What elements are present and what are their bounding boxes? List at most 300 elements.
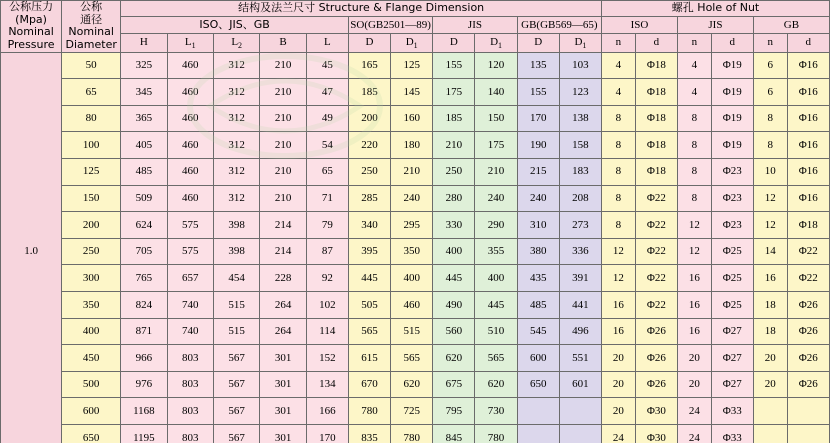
cell-nominal-diameter: 150 <box>62 185 121 212</box>
cell-B: 301 <box>260 371 306 398</box>
col-iso-n: n <box>602 33 636 52</box>
cell-jis-d: Φ25 <box>711 238 753 265</box>
cell-gb-d: Φ16 <box>787 185 829 212</box>
cell-jis-d: Φ23 <box>711 159 753 186</box>
cell-iso-d: Φ30 <box>635 398 677 425</box>
cell-iso-n: 8 <box>602 185 636 212</box>
cell-so-D: 340 <box>348 212 390 239</box>
header-nominal-pressure <box>1 1 62 53</box>
cell-L1: 803 <box>167 425 213 443</box>
cell-gb-n: 12 <box>753 185 787 212</box>
cell-iso-d: Φ18 <box>635 79 677 106</box>
cell-B: 214 <box>260 212 306 239</box>
header-row-3 <box>1 33 830 52</box>
header-nd-line2: 通径 <box>80 12 103 26</box>
cell-jis-D: 280 <box>433 185 475 212</box>
cell-so-D: 615 <box>348 345 390 372</box>
cell-gb-D: 155 <box>517 79 559 106</box>
cell-jis-D: 175 <box>433 79 475 106</box>
cell-jis-D: 155 <box>433 52 475 79</box>
cell-B: 301 <box>260 398 306 425</box>
cell-iso-n: 8 <box>602 159 636 186</box>
col-iso-d: d <box>635 33 677 52</box>
cell-gb-D: 170 <box>517 105 559 132</box>
cell-H: 405 <box>121 132 167 159</box>
cell-nominal-diameter: 100 <box>62 132 121 159</box>
col-jis-D1: $D_1$ <box>475 33 517 52</box>
table-row <box>1 79 830 106</box>
cell-jis-n: 16 <box>677 265 711 292</box>
cell-B: 210 <box>260 105 306 132</box>
cell-L2: 312 <box>213 159 259 186</box>
cell-jis-D1: 400 <box>475 265 517 292</box>
header-nut-jis-group: JIS <box>677 17 753 33</box>
cell-L1: 740 <box>167 292 213 319</box>
cell-jis-D1: 565 <box>475 345 517 372</box>
cell-gb-d: Φ16 <box>787 132 829 159</box>
cell-jis-n: 16 <box>677 292 711 319</box>
cell-jis-D1: 240 <box>475 185 517 212</box>
cell-jis-n: 16 <box>677 318 711 345</box>
cell-gb-d: Φ22 <box>787 238 829 265</box>
cell-jis-D: 490 <box>433 292 475 319</box>
cell-B: 210 <box>260 52 306 79</box>
cell-L1: 460 <box>167 159 213 186</box>
cell-jis-n: 8 <box>677 132 711 159</box>
table-row <box>1 132 830 159</box>
cell-H: 871 <box>121 318 167 345</box>
cell-H: 485 <box>121 159 167 186</box>
cell-gb-D: 310 <box>517 212 559 239</box>
cell-gb-n: 8 <box>753 105 787 132</box>
cell-so-D: 565 <box>348 318 390 345</box>
cell-L2: 454 <box>213 265 259 292</box>
cell-jis-D: 620 <box>433 345 475 372</box>
col-so-D1: $D_1$ <box>391 33 433 52</box>
cell-iso-n: 8 <box>602 105 636 132</box>
cell-L2: 567 <box>213 425 259 443</box>
cell-iso-n: 16 <box>602 318 636 345</box>
cell-gb-n: 6 <box>753 79 787 106</box>
cell-so-D: 445 <box>348 265 390 292</box>
cell-iso-d: Φ18 <box>635 105 677 132</box>
cell-jis-n: 12 <box>677 212 711 239</box>
cell-L: 54 <box>306 132 348 159</box>
cell-L1: 803 <box>167 398 213 425</box>
cell-L2: 312 <box>213 132 259 159</box>
cell-jis-n: 8 <box>677 105 711 132</box>
cell-gb-D1: 123 <box>559 79 601 106</box>
cell-so-D1: 725 <box>391 398 433 425</box>
cell-L2: 515 <box>213 318 259 345</box>
cell-L1: 803 <box>167 345 213 372</box>
cell-gb-d: Φ16 <box>787 79 829 106</box>
cell-jis-d: Φ23 <box>711 185 753 212</box>
cell-jis-n: 8 <box>677 159 711 186</box>
cell-jis-d: Φ27 <box>711 345 753 372</box>
cell-L1: 803 <box>167 371 213 398</box>
cell-iso-n: 4 <box>602 79 636 106</box>
cell-iso-d: Φ22 <box>635 212 677 239</box>
table-row <box>1 292 830 319</box>
cell-iso-d: Φ18 <box>635 159 677 186</box>
cell-jis-d: Φ19 <box>711 52 753 79</box>
cell-L1: 740 <box>167 318 213 345</box>
cell-gb-D: 485 <box>517 292 559 319</box>
cell-gb-D: 435 <box>517 265 559 292</box>
cell-jis-n: 24 <box>677 425 711 443</box>
cell-L: 79 <box>306 212 348 239</box>
cell-L2: 312 <box>213 52 259 79</box>
cell-jis-D: 250 <box>433 159 475 186</box>
cell-L1: 575 <box>167 212 213 239</box>
cell-B: 214 <box>260 238 306 265</box>
cell-jis-D1: 150 <box>475 105 517 132</box>
cell-gb-D1 <box>559 425 601 443</box>
col-so-D: D <box>348 33 390 52</box>
cell-L1: 575 <box>167 238 213 265</box>
cell-iso-n: 12 <box>602 238 636 265</box>
cell-so-D: 835 <box>348 425 390 443</box>
cell-L1: 657 <box>167 265 213 292</box>
cell-so-D1: 240 <box>391 185 433 212</box>
cell-gb-n: 6 <box>753 52 787 79</box>
cell-L: 102 <box>306 292 348 319</box>
cell-L: 47 <box>306 79 348 106</box>
cell-nominal-diameter: 350 <box>62 292 121 319</box>
cell-jis-D: 445 <box>433 265 475 292</box>
cell-jis-d: Φ19 <box>711 105 753 132</box>
cell-gb-n <box>753 398 787 425</box>
cell-jis-d: Φ19 <box>711 132 753 159</box>
cell-gb-D1: 138 <box>559 105 601 132</box>
table-row <box>1 52 830 79</box>
cell-gb-n: 8 <box>753 132 787 159</box>
cell-nominal-diameter: 450 <box>62 345 121 372</box>
cell-so-D1: 125 <box>391 52 433 79</box>
cell-gb-n <box>753 425 787 443</box>
cell-H: 976 <box>121 371 167 398</box>
col-ngb-n: n <box>753 33 787 52</box>
cell-jis-n: 8 <box>677 185 711 212</box>
table-row <box>1 105 830 132</box>
cell-L: 45 <box>306 52 348 79</box>
table-row <box>1 212 830 239</box>
cell-B: 264 <box>260 318 306 345</box>
cell-L1: 460 <box>167 185 213 212</box>
cell-jis-d: Φ27 <box>711 318 753 345</box>
cell-jis-D1: 175 <box>475 132 517 159</box>
cell-B: 210 <box>260 159 306 186</box>
cell-H: 365 <box>121 105 167 132</box>
cell-so-D1: 350 <box>391 238 433 265</box>
cell-iso-d: Φ26 <box>635 345 677 372</box>
col-H: H <box>121 33 167 52</box>
header-structure-group: 结构及法兰尺寸 Structure & Flange Dimension <box>121 1 602 17</box>
cell-so-D: 285 <box>348 185 390 212</box>
cell-H: 765 <box>121 265 167 292</box>
cell-so-D: 185 <box>348 79 390 106</box>
cell-so-D1: 620 <box>391 371 433 398</box>
cell-iso-d: Φ26 <box>635 318 677 345</box>
cell-nominal-diameter: 500 <box>62 371 121 398</box>
cell-so-D: 250 <box>348 159 390 186</box>
cell-gb-n: 20 <box>753 345 787 372</box>
cell-L2: 398 <box>213 212 259 239</box>
cell-jis-d: Φ33 <box>711 398 753 425</box>
cell-L: 65 <box>306 159 348 186</box>
cell-gb-d: Φ26 <box>787 292 829 319</box>
header-iso-jis-gb: ISO、JIS、GB <box>121 17 349 33</box>
cell-so-D1: 565 <box>391 345 433 372</box>
cell-L1: 460 <box>167 52 213 79</box>
cell-jis-D1: 210 <box>475 159 517 186</box>
cell-B: 301 <box>260 425 306 443</box>
cell-gb-n: 12 <box>753 212 787 239</box>
cell-so-D: 670 <box>348 371 390 398</box>
cell-so-D1: 160 <box>391 105 433 132</box>
cell-gb-D1: 496 <box>559 318 601 345</box>
cell-gb-D1: 551 <box>559 345 601 372</box>
cell-jis-n: 20 <box>677 345 711 372</box>
cell-iso-d: Φ30 <box>635 425 677 443</box>
col-njis-n: n <box>677 33 711 52</box>
header-np-line3: Nominal <box>8 25 54 39</box>
cell-jis-D1: 355 <box>475 238 517 265</box>
cell-H: 1168 <box>121 398 167 425</box>
cell-jis-n: 12 <box>677 238 711 265</box>
cell-nominal-diameter: 650 <box>62 425 121 443</box>
cell-L: 166 <box>306 398 348 425</box>
cell-gb-D1: 273 <box>559 212 601 239</box>
cell-gb-n: 18 <box>753 292 787 319</box>
cell-gb-n: 10 <box>753 159 787 186</box>
cell-jis-D1: 445 <box>475 292 517 319</box>
cell-jis-D1: 120 <box>475 52 517 79</box>
cell-iso-n: 12 <box>602 265 636 292</box>
col-B: B <box>260 33 306 52</box>
cell-nominal-diameter: 400 <box>62 318 121 345</box>
cell-gb-D: 650 <box>517 371 559 398</box>
cell-L: 71 <box>306 185 348 212</box>
cell-gb-n: 14 <box>753 238 787 265</box>
cell-jis-n: 24 <box>677 398 711 425</box>
cell-H: 325 <box>121 52 167 79</box>
header-nd-line3: Nominal <box>68 25 114 39</box>
cell-jis-D: 560 <box>433 318 475 345</box>
cell-B: 228 <box>260 265 306 292</box>
cell-L2: 312 <box>213 105 259 132</box>
cell-jis-D1: 730 <box>475 398 517 425</box>
cell-H: 345 <box>121 79 167 106</box>
cell-L: 87 <box>306 238 348 265</box>
cell-jis-n: 4 <box>677 52 711 79</box>
cell-L: 92 <box>306 265 348 292</box>
cell-gb-d: Φ18 <box>787 212 829 239</box>
cell-H: 624 <box>121 212 167 239</box>
cell-L2: 312 <box>213 79 259 106</box>
cell-gb-D: 380 <box>517 238 559 265</box>
cell-jis-d: Φ25 <box>711 265 753 292</box>
cell-iso-n: 4 <box>602 52 636 79</box>
cell-H: 1195 <box>121 425 167 443</box>
cell-iso-n: 8 <box>602 132 636 159</box>
cell-iso-d: Φ18 <box>635 52 677 79</box>
cell-so-D: 395 <box>348 238 390 265</box>
cell-jis-D1: 140 <box>475 79 517 106</box>
cell-nominal-diameter: 600 <box>62 398 121 425</box>
cell-B: 210 <box>260 185 306 212</box>
cell-jis-D: 400 <box>433 238 475 265</box>
cell-H: 705 <box>121 238 167 265</box>
table-row <box>1 185 830 212</box>
cell-so-D1: 210 <box>391 159 433 186</box>
cell-B: 301 <box>260 345 306 372</box>
header-np-line2: (Mpa) <box>15 12 47 26</box>
cell-so-D1: 180 <box>391 132 433 159</box>
cell-jis-D: 210 <box>433 132 475 159</box>
cell-L: 134 <box>306 371 348 398</box>
cell-iso-n: 24 <box>602 425 636 443</box>
cell-so-D1: 780 <box>391 425 433 443</box>
cell-L2: 567 <box>213 398 259 425</box>
cell-gb-D: 545 <box>517 318 559 345</box>
cell-gb-D1: 208 <box>559 185 601 212</box>
cell-gb-D <box>517 425 559 443</box>
cell-jis-d: Φ23 <box>711 212 753 239</box>
cell-L1: 460 <box>167 105 213 132</box>
cell-iso-d: Φ22 <box>635 238 677 265</box>
cell-so-D: 165 <box>348 52 390 79</box>
cell-gb-D1: 336 <box>559 238 601 265</box>
cell-L: 114 <box>306 318 348 345</box>
cell-jis-d: Φ33 <box>711 425 753 443</box>
cell-nominal-diameter: 80 <box>62 105 121 132</box>
cell-so-D1: 295 <box>391 212 433 239</box>
header-nominal-diameter <box>62 1 121 53</box>
cell-L2: 515 <box>213 292 259 319</box>
table-row <box>1 425 830 443</box>
header-nut-iso-group: ISO <box>602 17 678 33</box>
cell-gb-D <box>517 398 559 425</box>
header-row-2 <box>1 17 830 33</box>
cell-gb-d: Φ22 <box>787 265 829 292</box>
cell-nominal-diameter: 50 <box>62 52 121 79</box>
header-nut-gb-group: GB <box>753 17 829 33</box>
table-row <box>1 159 830 186</box>
col-ngb-d: d <box>787 33 829 52</box>
header-jis-group: JIS <box>433 17 517 33</box>
cell-iso-n: 8 <box>602 212 636 239</box>
cell-so-D: 505 <box>348 292 390 319</box>
cell-jis-D: 845 <box>433 425 475 443</box>
cell-gb-D: 190 <box>517 132 559 159</box>
header-np-line1: 公称压力 <box>9 0 54 13</box>
cell-gb-D: 600 <box>517 345 559 372</box>
cell-iso-n: 16 <box>602 292 636 319</box>
cell-gb-d: Φ26 <box>787 345 829 372</box>
cell-gb-D: 215 <box>517 159 559 186</box>
col-njis-d: d <box>711 33 753 52</box>
cell-L2: 567 <box>213 371 259 398</box>
cell-H: 966 <box>121 345 167 372</box>
cell-gb-D1 <box>559 398 601 425</box>
cell-gb-D1: 391 <box>559 265 601 292</box>
cell-jis-D: 185 <box>433 105 475 132</box>
cell-L: 170 <box>306 425 348 443</box>
cell-gb-d: Φ26 <box>787 371 829 398</box>
cell-jis-D1: 780 <box>475 425 517 443</box>
cell-L: 49 <box>306 105 348 132</box>
cell-jis-D: 795 <box>433 398 475 425</box>
cell-iso-n: 20 <box>602 371 636 398</box>
cell-iso-n: 20 <box>602 345 636 372</box>
cell-gb-d <box>787 398 829 425</box>
cell-jis-D1: 290 <box>475 212 517 239</box>
cell-iso-d: Φ22 <box>635 185 677 212</box>
cell-L2: 567 <box>213 345 259 372</box>
table-row <box>1 345 830 372</box>
table-row <box>1 238 830 265</box>
cell-gb-D1: 103 <box>559 52 601 79</box>
header-nd-line1: 公称 <box>80 0 103 13</box>
col-L1: $L_1$ <box>167 33 213 52</box>
cell-jis-D1: 620 <box>475 371 517 398</box>
cell-iso-d: Φ26 <box>635 371 677 398</box>
cell-so-D1: 400 <box>391 265 433 292</box>
cell-nominal-pressure: 1.0 <box>1 52 62 443</box>
cell-gb-n: 16 <box>753 265 787 292</box>
cell-B: 210 <box>260 79 306 106</box>
col-gb-D: D <box>517 33 559 52</box>
cell-so-D: 220 <box>348 132 390 159</box>
cell-iso-d: Φ22 <box>635 265 677 292</box>
table-body <box>1 52 830 443</box>
cell-gb-d: Φ16 <box>787 105 829 132</box>
cell-gb-D1: 183 <box>559 159 601 186</box>
header-nut-group: 螺孔 Hole of Nut <box>602 1 830 17</box>
col-gb-D1: $D_1$ <box>559 33 601 52</box>
table-row <box>1 318 830 345</box>
header-nd-line4: Diameter <box>65 37 117 51</box>
cell-L1: 460 <box>167 132 213 159</box>
header-so-group: SO(GB2501—89) <box>348 17 432 33</box>
cell-jis-n: 4 <box>677 79 711 106</box>
header-row-1 <box>1 1 830 17</box>
header-gb-group: GB(GB569—65) <box>517 17 601 33</box>
cell-jis-d: Φ27 <box>711 371 753 398</box>
cell-iso-d: Φ18 <box>635 132 677 159</box>
table-row <box>1 371 830 398</box>
cell-so-D1: 145 <box>391 79 433 106</box>
header-np-line4: Pressure <box>7 37 55 51</box>
cell-jis-n: 20 <box>677 371 711 398</box>
cell-nominal-diameter: 250 <box>62 238 121 265</box>
cell-jis-D1: 510 <box>475 318 517 345</box>
cell-gb-d: Φ26 <box>787 318 829 345</box>
cell-L2: 312 <box>213 185 259 212</box>
cell-gb-D: 240 <box>517 185 559 212</box>
cell-gb-d: Φ16 <box>787 159 829 186</box>
cell-so-D1: 515 <box>391 318 433 345</box>
col-jis-D: D <box>433 33 475 52</box>
cell-nominal-diameter: 300 <box>62 265 121 292</box>
cell-L2: 398 <box>213 238 259 265</box>
cell-H: 824 <box>121 292 167 319</box>
cell-gb-n: 18 <box>753 318 787 345</box>
cell-gb-D1: 158 <box>559 132 601 159</box>
cell-jis-d: Φ25 <box>711 292 753 319</box>
